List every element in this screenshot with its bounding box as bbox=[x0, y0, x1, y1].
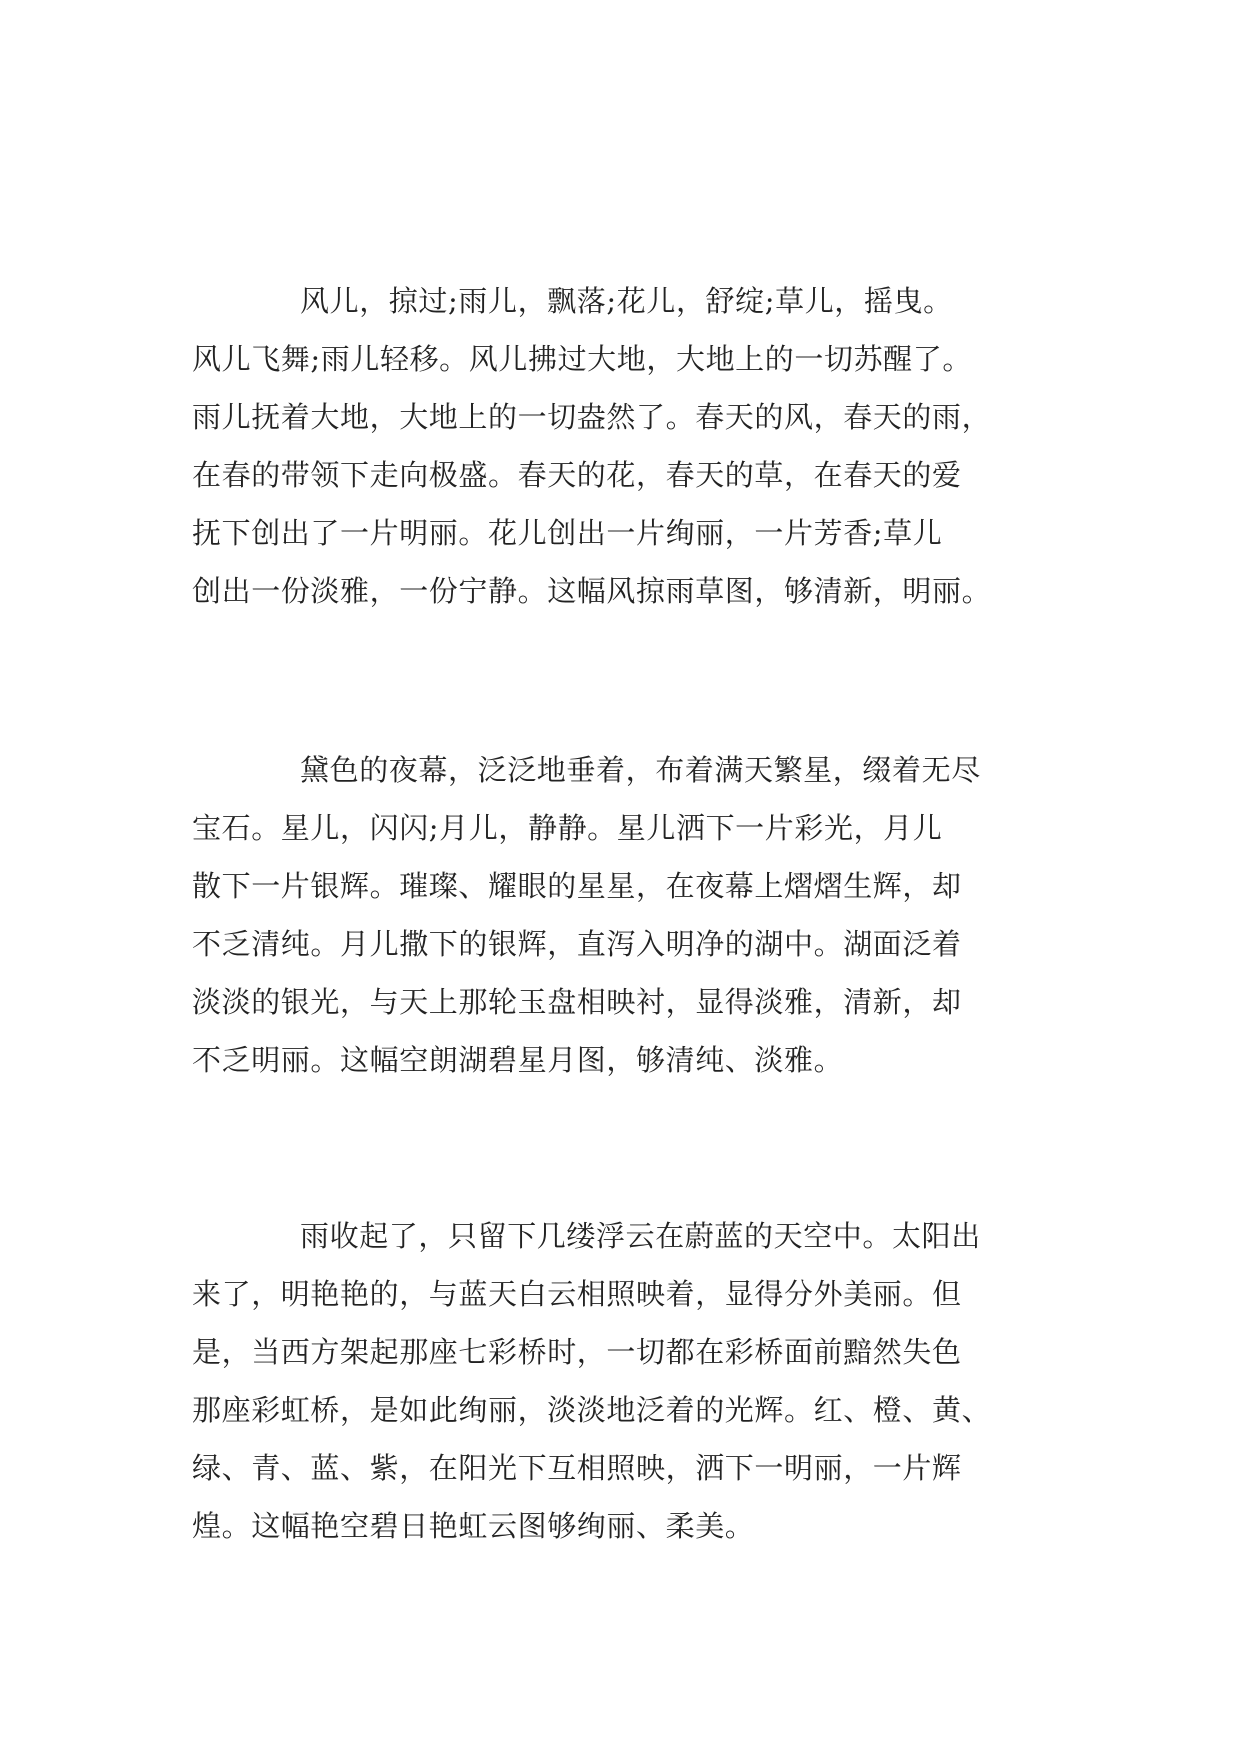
paragraph-line: 绿、青、蓝、紫，在阳光下互相照映，洒下一明丽，一片辉 bbox=[192, 1451, 962, 1485]
paragraph-night bbox=[192, 741, 1072, 1089]
paragraph-line: 宝石。星儿，闪闪;月儿，静静。星儿洒下一片彩光，月儿 bbox=[192, 811, 943, 845]
paragraph-line: 风儿，掠过;雨儿，飘落;花儿，舒绽;草儿，摇曳。 bbox=[300, 284, 953, 318]
paragraph-line: 创出一份淡雅，一份宁静。这幅风掠雨草图，够清新，明丽。 bbox=[192, 574, 992, 608]
paragraph-line: 在春的带领下走向极盛。春天的花，春天的草，在春天的爱 bbox=[192, 458, 962, 492]
paragraph-line: 散下一片银辉。璀璨、耀眼的星星，在夜幕上熠熠生辉，却 bbox=[192, 869, 962, 903]
paragraph-rainbow bbox=[192, 1207, 1072, 1555]
paragraph-line: 淡淡的银光，与天上那轮玉盘相映衬，显得淡雅，清新，却 bbox=[192, 985, 962, 1019]
paragraph-line: 雨儿抚着大地，大地上的一切盎然了。春天的风，春天的雨， bbox=[192, 400, 992, 434]
paragraph-line: 那座彩虹桥，是如此绚丽，淡淡地泛着的光辉。红、橙、黄、 bbox=[192, 1393, 992, 1427]
paragraph-line: 雨收起了，只留下几缕浮云在蔚蓝的天空中。太阳出 bbox=[300, 1219, 981, 1253]
paragraph-line: 不乏清纯。月儿撒下的银辉，直泻入明净的湖中。湖面泛着 bbox=[192, 927, 962, 961]
paragraph-line: 煌。这幅艳空碧日艳虹云图够绚丽、柔美。 bbox=[192, 1509, 755, 1543]
paragraph-line: 不乏明丽。这幅空朗湖碧星月图，够清纯、淡雅。 bbox=[192, 1043, 844, 1077]
paragraph-line: 是，当西方架起那座七彩桥时，一切都在彩桥面前黯然失色 bbox=[192, 1335, 962, 1369]
paragraph-line: 抚下创出了一片明丽。花儿创出一片绚丽，一片芳香;草儿 bbox=[192, 516, 943, 550]
paragraph-line: 来了，明艳艳的，与蓝天白云相照映着，显得分外美丽。但 bbox=[192, 1277, 962, 1311]
paragraph-line: 风儿飞舞;雨儿轻移。风儿拂过大地，大地上的一切苏醒了。 bbox=[192, 342, 972, 376]
paragraph-spring bbox=[192, 272, 1072, 620]
paragraph-line: 黛色的夜幕，泛泛地垂着，布着满天繁星，缀着无尽 bbox=[300, 753, 981, 787]
